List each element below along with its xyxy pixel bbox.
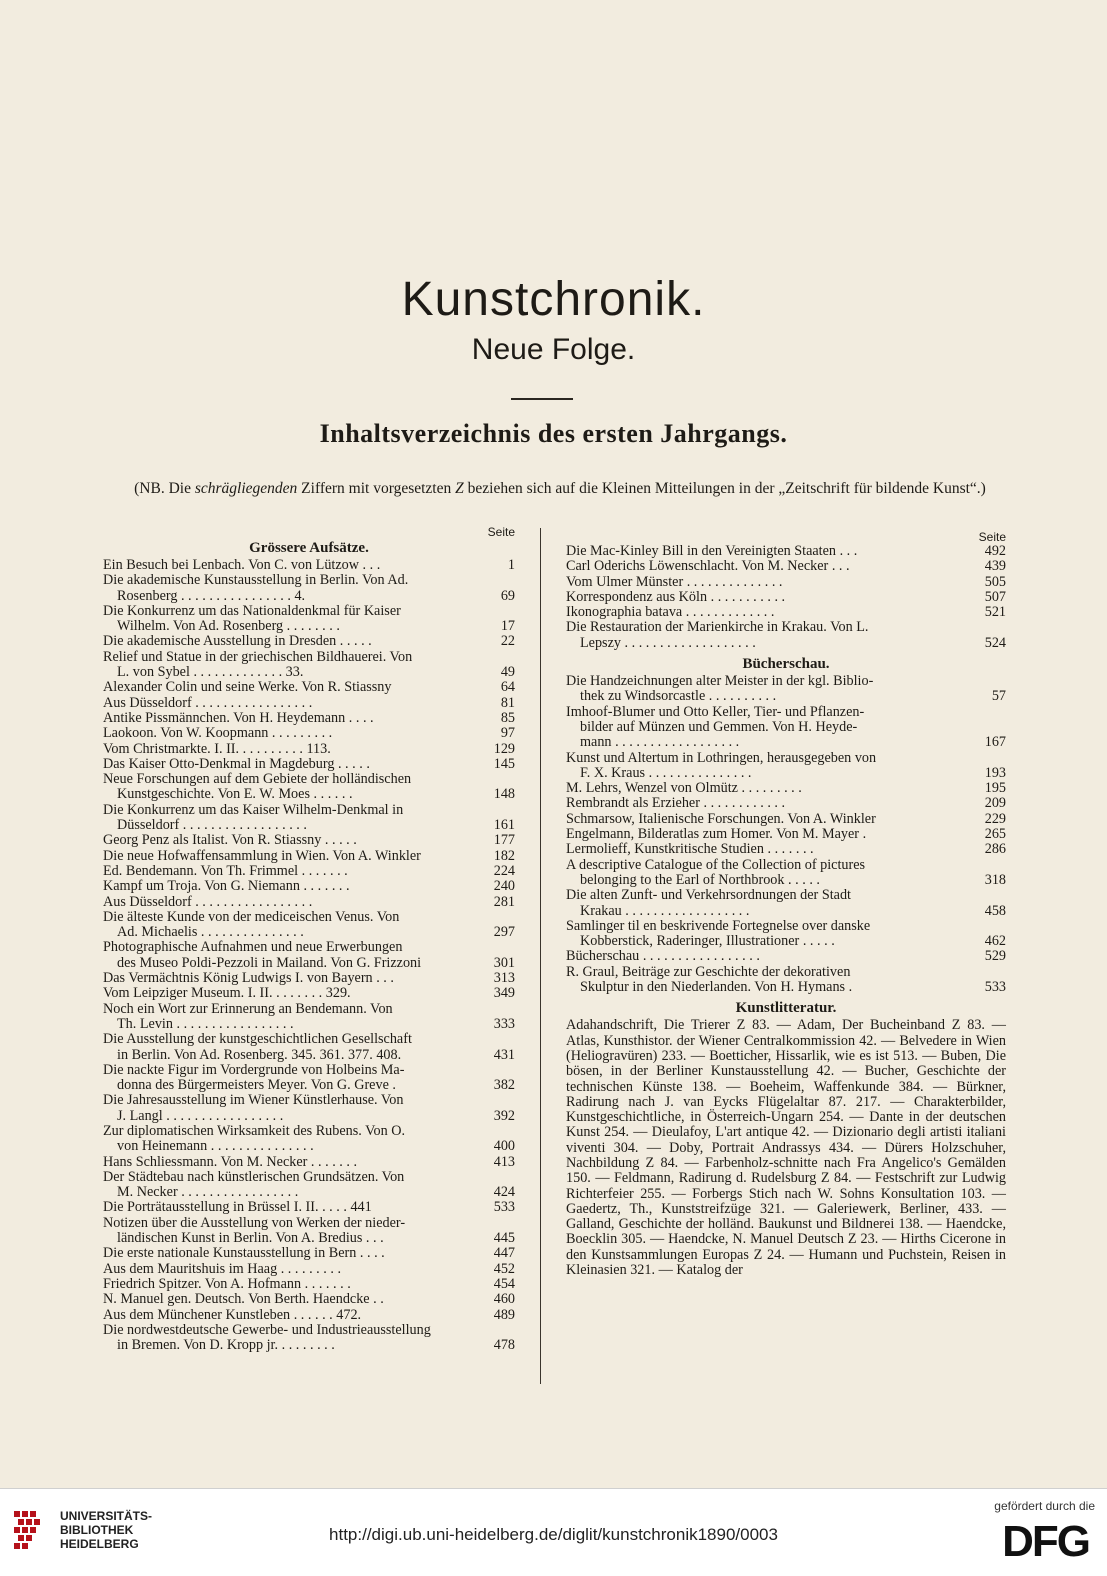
toc-entry	[566, 858, 1006, 873]
toc-entry-page: 424	[493, 1184, 515, 1201]
toc-entry-page	[479, 1032, 515, 1047]
toc-entry-page: 460	[493, 1291, 515, 1308]
toc-entry-title: des Museo Poldi-Pezzoli in Mailand. Von G. Frizzoni	[117, 955, 422, 971]
toc-entry-page: 492	[984, 543, 1006, 559]
toc-entry-page: 69	[500, 587, 515, 604]
toc-entry-page: 533	[984, 979, 1006, 996]
toc-entry	[103, 696, 515, 711]
toc-entry	[103, 803, 515, 818]
toc-entry	[103, 1048, 515, 1063]
toc-entry-title: Lermolieff, Kunstkritische Studien . . . . . . .	[566, 842, 814, 858]
toc-entry-page: 17	[500, 618, 515, 635]
page-title: Kunstchronik.	[401, 273, 706, 326]
toc-entry-title: Photographische Aufnahmen und neue Erwerbungen	[103, 940, 403, 956]
toc-entry-page	[970, 858, 1006, 873]
toc-entry	[103, 956, 515, 971]
toc-entry-title: M. Lehrs, Wenzel von Olmütz . . . . . . . . .	[566, 781, 802, 797]
toc-entry-page: 97	[500, 725, 515, 742]
toc-entry	[103, 1109, 515, 1124]
right-entry-list	[566, 544, 1006, 651]
toc-entry-title: Friedrich Spitzer. Von A. Hofmann . . . . . . .	[103, 1276, 351, 1292]
toc-entry-page: 167	[984, 734, 1006, 751]
toc-entry-page: 145	[493, 755, 515, 772]
toc-entry-title: Hans Schliessmann. Von M. Necker . . . . . . .	[103, 1154, 358, 1170]
toc-entry-page: 209	[984, 795, 1006, 812]
toc-entry-title: Korrespondenz aus Köln . . . . . . . . . . .	[566, 589, 786, 605]
toc-entry-title: Bücherschau . . . . . . . . . . . . . . . . .	[566, 949, 760, 965]
toc-entry	[103, 895, 515, 910]
toc-entry	[566, 590, 1006, 605]
toc-entry-title: N. Manuel gen. Deutsch. Von Berth. Haendcke . .	[103, 1292, 384, 1308]
toc-entry-page: 57	[991, 688, 1006, 705]
toc-entry-title: Das Vermächtnis König Ludwigs I. von Bayern . . .	[103, 971, 394, 987]
toc-entry-page: 177	[493, 832, 515, 849]
seite-label-left: Seite	[487, 525, 515, 539]
toc-entry	[103, 1139, 515, 1154]
toc-entry-title: Carl Oderichs Löwenschlacht. Von M. Necker . . .	[566, 559, 850, 575]
toc-entry	[566, 980, 1006, 995]
toc-entry-page	[479, 650, 515, 665]
toc-entry-title: Antike Pissmännchen. Von H. Heydemann . . . .	[103, 710, 374, 726]
toc-entry	[566, 544, 1006, 559]
toc-entry-title: Samlinger til en beskrivende Fortegnelse over danske	[566, 918, 871, 934]
toc-entry	[566, 559, 1006, 574]
toc-entry	[103, 818, 515, 833]
toc-entry	[103, 680, 515, 695]
toc-entry	[566, 888, 1006, 903]
toc-entry-title: Die Jahresausstellung im Wiener Künstlerhause. Von	[103, 1093, 404, 1109]
toc-entry-title: Vom Ulmer Münster . . . . . . . . . . . . . .	[566, 574, 783, 590]
toc-entry	[566, 812, 1006, 827]
toc-entry-title: Wilhelm. Von Ad. Rosenberg . . . . . . . .	[117, 619, 340, 635]
toc-entry-page: 392	[493, 1107, 515, 1124]
right-column	[566, 525, 1006, 1278]
toc-entry-page: 1	[507, 557, 515, 573]
toc-entry	[103, 1308, 515, 1323]
left-entry-list	[103, 558, 515, 1353]
toc-entry-title: Die erste nationale Kunstausstellung in Bern . . . .	[103, 1246, 385, 1262]
toc-entry-page: 349	[493, 985, 515, 1002]
toc-entry-title: mann . . . . . . . . . . . . . . . . . .	[580, 735, 740, 751]
toc-entry-page: 265	[984, 826, 1006, 843]
toc-entry	[566, 575, 1006, 590]
toc-entry	[103, 589, 515, 604]
toc-entry-page: 400	[493, 1138, 515, 1155]
toc-entry-page: 413	[493, 1153, 515, 1170]
toc-entry	[566, 919, 1006, 934]
toc-entry	[566, 689, 1006, 704]
toc-entry	[103, 849, 515, 864]
toc-entry	[566, 904, 1006, 919]
toc-entry	[566, 735, 1006, 750]
toc-entry-title: Aus dem Münchener Kunstleben . . . . . . 472.	[103, 1307, 362, 1323]
toc-entry-page: 301	[493, 954, 515, 971]
toc-entry	[566, 949, 1006, 964]
toc-entry-page: 521	[984, 604, 1006, 621]
toc-entry	[103, 1063, 515, 1078]
toc-entry-title: Skulptur in den Niederlanden. Von H. Hymans .	[580, 980, 853, 996]
toc-entry	[103, 619, 515, 634]
toc-entry	[566, 766, 1006, 781]
toc-entry-title: J. Langl . . . . . . . . . . . . . . . . .	[117, 1108, 284, 1124]
toc-entry-title: Ein Besuch bei Lenbach. Von C. von Lützow . . .	[103, 558, 381, 573]
editorial-note: (NB. Die schrägliegenden Ziffern mit vorgesetzten Z beziehen sich auf die Kleinen Mitteilungen in der „Zeitschrift für bildende Kunst“.)	[134, 480, 986, 497]
toc-entry-page: 318	[984, 871, 1006, 888]
toc-entry-page: 148	[493, 786, 515, 803]
toc-entry-title: Kunst und Altertum in Lothringen, herausgegeben von	[566, 750, 877, 766]
toc-entry-title: Die Mac-Kinley Bill in den Vereinigten Staaten . . .	[566, 544, 858, 559]
toc-entry-title: Vom Christmarkte. I. II. . . . . . . . . . 113.	[103, 741, 331, 757]
toc-entry-title: Neue Forschungen auf dem Gebiete der holländischen	[103, 772, 412, 788]
toc-entry-page: 22	[500, 633, 515, 650]
toc-entry	[103, 787, 515, 802]
title-rule	[511, 398, 573, 400]
toc-entry-title: donna des Bürgermeisters Meyer. Von G. Greve .	[117, 1078, 396, 1094]
toc-entry-title: Rembrandt als Erzieher . . . . . . . . . . . .	[566, 796, 786, 812]
toc-entry-title: Engelmann, Bilderatlas zum Homer. Von M. Mayer .	[566, 827, 867, 843]
toc-heading: Inhaltsverzeichnis des ersten Jahrgangs.	[319, 419, 788, 448]
toc-entry	[103, 573, 515, 588]
toc-entry-page: 161	[493, 817, 515, 834]
toc-entry	[103, 558, 515, 573]
toc-entry	[103, 1093, 515, 1108]
toc-entry-page: 81	[500, 694, 515, 711]
toc-entry-page: 64	[500, 679, 515, 696]
toc-entry-page: 458	[984, 902, 1006, 919]
viewer-footer	[0, 1488, 1107, 1576]
toc-entry-page	[479, 1170, 515, 1185]
toc-entry-page	[970, 965, 1006, 980]
permalink-url[interactable]: http://digi.ub.uni-heidelberg.de/diglit/kunstchronik1890/0003	[329, 1525, 778, 1544]
toc-entry-page: 281	[493, 893, 515, 910]
toc-entry-title: Aus Düsseldorf . . . . . . . . . . . . . . . . .	[103, 894, 313, 910]
toc-entry-page	[970, 888, 1006, 903]
toc-entry-title: Die älteste Kunde von der mediceischen Venus. Von	[103, 909, 400, 925]
toc-entry-page	[479, 803, 515, 818]
toc-entry-title: Th. Levin . . . . . . . . . . . . . . . . .	[117, 1016, 294, 1032]
toc-entry-title: Schmarsow, Italienische Forschungen. Von A. Winkler	[566, 811, 876, 827]
toc-entry-title: Notizen über die Ausstellung von Werken der nieder-	[103, 1215, 406, 1231]
toc-entry-page: 462	[984, 933, 1006, 950]
toc-entry-title: Krakau . . . . . . . . . . . . . . . . . .	[580, 903, 750, 919]
toc-entry-page: 129	[493, 740, 515, 757]
toc-entry-title: Die Porträtausstellung in Brüssel I. II. . . . . 441	[103, 1200, 372, 1216]
toc-entry	[103, 986, 515, 1001]
toc-entry-page: 195	[984, 780, 1006, 797]
toc-entry-page: 445	[493, 1230, 515, 1247]
toc-entry-title: belonging to the Earl of Northbrook . . . . .	[580, 872, 820, 888]
toc-entry-title: Kunstgeschichte. Von E. W. Moes . . . . . .	[117, 787, 353, 803]
toc-entry	[566, 873, 1006, 888]
toc-entry-page	[479, 1002, 515, 1017]
toc-entry-page	[479, 1216, 515, 1231]
toc-entry	[103, 1002, 515, 1017]
toc-entry-title: Noch ein Wort zur Erinnerung an Bendemann. Von	[103, 1001, 393, 1017]
toc-entry	[566, 796, 1006, 811]
seite-label-right: Seite	[978, 530, 1006, 544]
toc-entry-page: 382	[493, 1077, 515, 1094]
section-heading-kunstlitteratur: Kunstlitteratur.	[735, 1000, 837, 1017]
toc-entry	[103, 971, 515, 986]
toc-entry	[103, 650, 515, 665]
toc-entry-title: Ad. Michaelis . . . . . . . . . . . . . . .	[117, 925, 304, 941]
toc-entry-page	[479, 910, 515, 925]
toc-entry-page: 439	[984, 558, 1006, 575]
toc-entry-page	[479, 604, 515, 619]
toc-entry	[103, 1170, 515, 1185]
toc-entry-title: R. Graul, Beiträge zur Geschichte der dekorativen	[566, 964, 851, 980]
column-divider	[540, 528, 541, 1384]
toc-entry	[566, 751, 1006, 766]
toc-entry	[103, 757, 515, 772]
toc-entry-title: Die Konkurrenz um das Kaiser Wilhelm-Denkmal in	[103, 802, 404, 818]
toc-entry-page: 286	[984, 841, 1006, 858]
toc-entry-page: 447	[493, 1245, 515, 1262]
section-heading-buecherschau: Bücherschau.	[742, 656, 830, 673]
toc-entry-title: Die nackte Figur im Vordergrunde von Holbeins Ma-	[103, 1062, 405, 1078]
toc-entry-page: 297	[493, 924, 515, 941]
toc-entry	[103, 726, 515, 741]
toc-entry-title: Die alten Zunft- und Verkehrsordnungen der Stadt	[566, 888, 851, 904]
toc-entry-page: 49	[500, 664, 515, 681]
toc-entry-title: Aus Düsseldorf . . . . . . . . . . . . . . . . .	[103, 695, 313, 711]
toc-entry-title: Vom Leipziger Museum. I. II. . . . . . . . 329.	[103, 986, 351, 1002]
toc-entry	[103, 1124, 515, 1139]
toc-entry	[103, 772, 515, 787]
university-library-name: UNIVERSITÄTS- BIBLIOTHEK HEIDELBERG	[60, 1509, 153, 1551]
toc-entry-page: 489	[493, 1306, 515, 1323]
toc-entry-page: 224	[493, 862, 515, 879]
toc-entry-page: 85	[500, 709, 515, 726]
toc-entry-page: 507	[984, 588, 1006, 605]
toc-entry-page: 431	[493, 1046, 515, 1063]
toc-entry	[103, 711, 515, 726]
toc-entry	[103, 604, 515, 619]
toc-entry-title: Imhoof-Blumer und Otto Keller, Tier- und Pflanzen-	[566, 704, 865, 720]
toc-entry-title: Kampf um Troja. Von G. Niemann . . . . . . .	[103, 879, 350, 895]
toc-entry-page: 182	[493, 847, 515, 864]
toc-entry-page	[479, 1063, 515, 1078]
toc-entry	[103, 1338, 515, 1353]
toc-entry-page	[479, 940, 515, 955]
toc-entry-page	[970, 620, 1006, 635]
toc-entry	[103, 1323, 515, 1338]
toc-entry-page	[479, 1124, 515, 1139]
toc-entry	[103, 1246, 515, 1261]
toc-entry-title: Die Ausstellung der kunstgeschichtlichen Gesellschaft	[103, 1032, 412, 1048]
toc-entry-title: Rosenberg . . . . . . . . . . . . . . . . 4.	[117, 588, 306, 604]
toc-entry-page: 478	[493, 1337, 515, 1354]
toc-entry-page	[970, 751, 1006, 766]
toc-entry-page: 313	[493, 970, 515, 987]
toc-entry	[103, 1200, 515, 1215]
toc-entry	[103, 925, 515, 940]
toc-entry-page	[970, 674, 1006, 689]
dfg-logo: DFG	[1002, 1517, 1089, 1566]
toc-entry-title: Die akademische Kunstausstellung in Berlin. Von Ad.	[103, 573, 409, 589]
toc-entry-title: Die akademische Ausstellung in Dresden . . . . .	[103, 634, 372, 650]
toc-entry	[566, 781, 1006, 796]
toc-entry-title: Aus dem Mauritshuis im Haag . . . . . . . . .	[103, 1261, 342, 1277]
toc-entry	[566, 636, 1006, 651]
toc-entry-title: in Bremen. Von D. Kropp jr. . . . . . . . .	[117, 1338, 335, 1354]
toc-entry-page	[970, 705, 1006, 720]
toc-entry	[566, 965, 1006, 980]
toc-entry-title: Die Restauration der Marienkirche in Krakau. Von L.	[566, 620, 869, 636]
toc-entry	[103, 879, 515, 894]
toc-entry	[566, 605, 1006, 620]
toc-entry-page	[479, 573, 515, 588]
toc-entry-page: 333	[493, 1015, 515, 1032]
toc-entry-title: bilder auf Münzen und Gemmen. Von H. Heyde-	[580, 719, 858, 735]
page-subtitle: Neue Folge.	[471, 333, 636, 366]
toc-entry	[103, 1078, 515, 1093]
toc-entry-title: Düsseldorf . . . . . . . . . . . . . . . . . .	[117, 818, 307, 834]
toc-entry	[103, 833, 515, 848]
toc-entry-page: 505	[984, 573, 1006, 590]
toc-entry	[103, 1017, 515, 1032]
toc-entry	[103, 634, 515, 649]
toc-entry-title: Der Städtebau nach künstlerischen Grundsätzen. Von	[103, 1169, 405, 1185]
toc-entry	[566, 705, 1006, 720]
toc-entry-title: Die nordwestdeutsche Gewerbe- und Industrieausstellung	[103, 1322, 431, 1338]
toc-entry-title: F. X. Kraus . . . . . . . . . . . . . . .	[580, 765, 752, 781]
toc-entry-title: Zur diplomatischen Wirksamkeit des Rubens. Von O.	[103, 1123, 406, 1139]
toc-entry-title: thek zu Windsorcastle . . . . . . . . . .	[580, 689, 777, 705]
toc-entry	[103, 1216, 515, 1231]
toc-entry-title: in Berlin. Von Ad. Rosenberg. 345. 361. 377. 408.	[117, 1047, 402, 1063]
toc-entry	[103, 940, 515, 955]
toc-entry	[103, 1185, 515, 1200]
buecherschau-entry-list	[566, 674, 1006, 995]
toc-entry	[103, 1292, 515, 1307]
toc-entry-title: Die Konkurrenz um das Nationaldenkmal für Kaiser	[103, 603, 401, 619]
toc-entry	[103, 910, 515, 925]
toc-entry-page: 240	[493, 878, 515, 895]
toc-entry	[103, 1231, 515, 1246]
toc-entry-title: von Heinemann . . . . . . . . . . . . . . .	[117, 1139, 314, 1155]
toc-entry-page	[479, 772, 515, 787]
toc-entry-title: Laokoon. Von W. Koopmann . . . . . . . . .	[103, 726, 333, 742]
toc-entry	[566, 934, 1006, 949]
toc-entry	[103, 665, 515, 680]
toc-entry-title: A descriptive Catalogue of the Collection of pictures	[566, 857, 866, 873]
toc-entry	[103, 1262, 515, 1277]
toc-entry	[103, 1277, 515, 1292]
toc-entry-page: 193	[984, 764, 1006, 781]
toc-entry-title: Die Handzeichnungen alter Meister in der kgl. Biblio-	[566, 674, 874, 690]
funding-caption: gefördert durch die	[994, 1499, 1095, 1513]
toc-entry-page	[970, 919, 1006, 934]
toc-entry-title: Ed. Bendemann. Von Th. Frimmel . . . . . . .	[103, 863, 348, 879]
toc-entry	[103, 864, 515, 879]
kunstlitteratur-paragraph: Adahandschrift, Die Trierer Z 83. — Adam, Der Bucheinband Z 83. — Atlas, Kunsthistor. der Wiener Centralkommission 42. — Belvedere in Wien (Heliogravüren) 233. — Boetticher, Hissarlik, wie es ist 513. — Buben, Die bösen, in der Berliner Kunstausstellung 42. — Bucher, Geschichte der technischen Künste 138. — Boeheim, Waffenkunde 384. — Bürkner, Radirung nach J. van Eycks Flügelaltar 87. 217. — Charakterbilder, Kunstgeschichtliche, in Österreich-Ungarn 254. — Dante in der deutschen Kunst 254. — Dieulafoy, L'art antique 42. — Dizionario degli artisti italiani viventi 304. — Doby, Portrait Andrassys 434. — Dürers Holzschuher, Nachbildung Z 84. — Farbenholz-schnitte nach Fra Angelico's Gemälden 150. — Feldmann, Radirung d. Rudelsburg Z 84. — Festschrift zur Ludwig Richterfeier 255. — Forbergs Stich nach W. Sohns Konsultation 103. — Gaedertz, Th., Kunststreifzüge 321. — Galeriewerk, Berliner, 433. — Galland, Geschichte der holländ. Baukunst und Bildnerei 138. — Haendcke, Boecklin 305. — Haendcke, N. Manuel Deutsch Z 23. — Hirths Cicerone in den Kunstsammlungen Europas Z 24. — Humann und Puchstein, Reisen in Kleinasien 321. — Katalog der	[566, 1017, 1006, 1279]
toc-entry-title: Ikonographia batava . . . . . . . . . . . . .	[566, 605, 775, 621]
toc-entry-page	[970, 720, 1006, 735]
toc-entry-title: Das Kaiser Otto-Denkmal in Magdeburg . . . . .	[103, 756, 370, 772]
toc-entry-page: 229	[984, 810, 1006, 827]
toc-entry-page: 454	[493, 1275, 515, 1292]
toc-entry	[566, 842, 1006, 857]
toc-entry-title: Lepszy . . . . . . . . . . . . . . . . . . .	[580, 635, 756, 651]
toc-entry-title: Relief und Statue in der griechischen Bildhauerei. Von	[103, 649, 413, 665]
toc-entry-page	[479, 1093, 515, 1108]
toc-entry-title: Kobberstick, Raderinger, Illustrationer . . . . .	[580, 934, 835, 950]
toc-entry-title: ländischen Kunst in Berlin. Von A. Bredius . . .	[117, 1231, 384, 1247]
toc-entry-title: M. Necker . . . . . . . . . . . . . . . . .	[117, 1185, 299, 1201]
toc-entry-title: Die neue Hofwaffensammlung in Wien. Von A. Winkler	[103, 848, 421, 864]
toc-entry-page: 533	[493, 1199, 515, 1216]
toc-entry	[103, 742, 515, 757]
toc-entry	[566, 720, 1006, 735]
left-column	[103, 525, 515, 1353]
toc-entry	[566, 620, 1006, 635]
toc-entry	[566, 674, 1006, 689]
toc-entry-page: 452	[493, 1260, 515, 1277]
section-heading-aufsaetze: Grössere Aufsätze.	[249, 540, 369, 556]
toc-entry-page: 524	[984, 634, 1006, 651]
toc-entry-title: Alexander Colin und seine Werke. Von R. Stiassny	[103, 680, 392, 696]
toc-entry-page: 529	[984, 948, 1006, 965]
toc-entry	[103, 1032, 515, 1047]
toc-entry	[566, 827, 1006, 842]
toc-entry-title: Georg Penz als Italist. Von R. Stiassny . . . . .	[103, 833, 357, 849]
toc-entry	[103, 1155, 515, 1170]
toc-entry-title: L. von Sybel . . . . . . . . . . . . . 33.	[117, 665, 304, 681]
toc-entry-page	[479, 1323, 515, 1338]
